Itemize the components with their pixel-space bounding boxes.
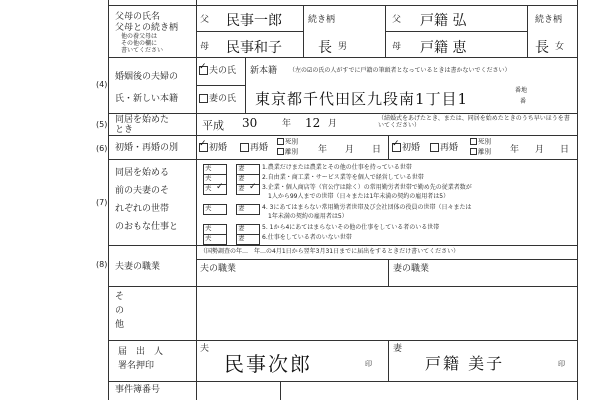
occupation-label: 夫妻の職業 <box>115 262 161 272</box>
wife-first-marriage-checkbox[interactable] <box>392 143 401 152</box>
husband-mother-label: 母 <box>200 42 210 52</box>
wife-occupation-label: 妻の職業 <box>393 264 430 274</box>
first-remarriage-label: 初婚・再婚の別 <box>115 143 179 153</box>
husband-remarriage-option[interactable] <box>240 143 268 153</box>
husband-surname-text: 夫の氏 <box>209 66 237 76</box>
occ-w-3[interactable] <box>236 184 260 195</box>
cohabitation-era: 平成 <box>202 119 224 132</box>
wife-divorce-checkbox[interactable] <box>470 148 477 155</box>
parents-row-separator <box>196 5 577 6</box>
new-domicile-value: 東京都千代田区九段南1丁目1 <box>255 90 469 108</box>
occ-h-4-label: 夫 <box>205 204 212 212</box>
signature-divider <box>388 340 389 381</box>
row-line-7 <box>108 340 577 341</box>
signature-label-2: 署名押印 <box>118 361 155 371</box>
husband-seal: 印 <box>365 360 372 368</box>
section-number-8: (8) <box>96 260 108 269</box>
row-line-5 <box>108 245 577 246</box>
occupation-mid-v <box>388 259 389 286</box>
row-line-4 <box>108 159 577 160</box>
occ-h-6[interactable] <box>203 234 227 245</box>
cohabitation-year: 30 <box>242 116 258 130</box>
parents-mid-w <box>385 31 527 32</box>
husband-death-checkbox[interactable] <box>277 138 284 145</box>
husband-divorce-text: 離別 <box>285 147 298 156</box>
husband-remarriage-month-unit: 月 <box>345 145 355 155</box>
occ-h-3[interactable] <box>203 184 227 195</box>
husband-remarriage-day-unit: 日 <box>372 145 382 155</box>
occ-w-2-label: 妻 <box>238 174 245 182</box>
occ-w-3-check: ✓ <box>249 182 257 192</box>
wife-first-marriage-option[interactable] <box>392 143 420 153</box>
row-line-3 <box>108 135 577 136</box>
case-number-sub <box>280 381 281 400</box>
census-note: （国勢調査の年… 年…の4月1日から翌年3月31日までに届出をするときだけ書いてください） <box>200 248 460 255</box>
wife-divorce-text: 離別 <box>478 147 491 156</box>
occ-option-6: 6.仕事をしている者のいない世帯 <box>262 234 352 241</box>
signature-husband-label: 夫 <box>200 344 210 354</box>
occ-w-1-label: 妻 <box>238 164 245 172</box>
surname-option-mid <box>196 85 245 86</box>
wife-relation-value: 長 <box>535 40 549 56</box>
husband-divorce-checkbox[interactable] <box>277 148 284 155</box>
parents-label-line1: 父母の氏名 <box>115 12 161 22</box>
wife-first-text: 初婚 <box>402 143 421 153</box>
occ-w-5-label: 妻 <box>238 224 245 232</box>
occ-option-2: 2.自由業・商工業・サービス業等を個人で経営している世帯 <box>262 174 424 181</box>
remarriage-divider <box>388 135 389 159</box>
husband-first-marriage-checkbox[interactable] <box>199 143 208 152</box>
wife-death-text: 死別 <box>478 137 491 146</box>
wife-remarriage-day-unit: 日 <box>560 145 570 155</box>
occupation-mid-h <box>196 259 577 260</box>
wife-death-option[interactable] <box>470 138 491 146</box>
occ-h-5-label: 夫 <box>205 224 212 232</box>
husband-death-text: 死別 <box>285 137 298 146</box>
wife-relation-suffix: 女 <box>555 42 565 52</box>
wife-remarriage-text: 再婚 <box>440 143 459 153</box>
wife-seal: 印 <box>558 360 565 368</box>
parents-mid-h <box>196 31 303 32</box>
occ-w-6[interactable] <box>236 234 260 245</box>
cohabitation-label-1: 同居を始めた <box>115 115 170 125</box>
parents-note-2: その他の欄に <box>121 40 158 47</box>
husband-father-name: 民事一郎 <box>226 13 282 29</box>
case-number-divider <box>196 381 197 400</box>
husband-relation-value: 長 <box>318 40 332 56</box>
occ-option-1: 1.農業だけまたは農業とその他の仕事を持っている世帯 <box>262 164 412 171</box>
other-label-3: 他 <box>115 320 125 330</box>
occ-w-3-label: 妻 <box>238 184 245 192</box>
occ-h-6-label: 夫 <box>205 234 212 242</box>
cohabitation-month-unit: 月 <box>328 119 338 129</box>
row-line-6 <box>108 286 577 287</box>
wife-surname-text: 妻の氏 <box>209 94 237 104</box>
wife-surname-option[interactable] <box>199 94 236 104</box>
husband-remarriage-year-unit: 年 <box>318 145 328 155</box>
new-domicile-label: 新本籍 <box>250 66 278 76</box>
row-line-1 <box>108 57 577 58</box>
section-number-6: (6) <box>96 144 108 153</box>
occ-h-1-label: 夫 <box>205 164 212 172</box>
cohabitation-note: （結婚式をあげたとき、または、同居を始めたときのうち早いほうを書いてください） <box>378 115 570 129</box>
husband-relation-label: 続き柄 <box>308 15 336 25</box>
parents-label-line2: 父母との続き柄 <box>115 23 179 33</box>
other-label-1: そ <box>115 292 125 302</box>
section-number-5: (5) <box>96 120 108 129</box>
section-number-4: (4) <box>96 80 108 89</box>
outer-right-border <box>577 0 578 400</box>
husband-relation-suffix: 男 <box>338 42 348 52</box>
signature-label-1: 届 出 人 <box>118 347 164 357</box>
occ-w-6-label: 妻 <box>238 234 245 242</box>
occ-h-4[interactable] <box>203 204 227 215</box>
husband-father-label: 父 <box>200 15 210 25</box>
occupation-before-label-3: れぞれの世帯 <box>115 204 170 214</box>
wife-remarriage-checkbox[interactable] <box>430 143 439 152</box>
occ-w-4-label: 妻 <box>238 204 245 212</box>
other-label-2: の <box>115 306 125 316</box>
parents-note-3: 書いてください <box>121 47 164 54</box>
wife-father-name: 戸籍 弘 <box>420 13 467 29</box>
marriage-family-label-1: 婚姻後の夫婦の <box>115 72 179 82</box>
wife-death-checkbox[interactable] <box>470 138 477 145</box>
new-domicile-note: （左の☑の氏の人がすでに戸籍の筆頭者となっているときは書かないでください） <box>289 67 511 74</box>
husband-mother-name: 民事和子 <box>226 40 282 56</box>
occ-option-3: 3.企業・個人商店等（官公庁は除く）の常用勤労者世帯で勤め先の従業者数が <box>262 184 472 191</box>
occ-h-3-label: 夫 <box>205 184 212 192</box>
parents-relation-divider-h <box>303 5 304 57</box>
husband-remarriage-checkbox[interactable] <box>240 143 249 152</box>
section-number-7: (7) <box>96 198 108 207</box>
cohabitation-year-unit: 年 <box>282 119 292 129</box>
occupation-before-label-4: のおもな仕事と <box>115 222 179 232</box>
occ-w-4[interactable] <box>236 204 260 215</box>
wife-remarriage-month-unit: 月 <box>535 145 545 155</box>
occ-option-3b: 1人から99人までの世帯（日々または1年未満の契約の雇用者は5） <box>262 193 450 200</box>
occ-option-5: 5. 1から4にあてはまらないその他の仕事をしている者のいる世帯 <box>262 224 440 231</box>
wife-remarriage-option[interactable] <box>430 143 458 153</box>
ban-label: 番 <box>520 98 527 105</box>
wife-mother-label: 母 <box>392 42 402 52</box>
husband-death-option[interactable] <box>277 138 298 146</box>
husband-first-text: 初婚 <box>209 143 228 153</box>
wife-father-label: 父 <box>392 15 402 25</box>
occ-option-4b: 1年未満の契約の雇用者は5） <box>262 213 348 220</box>
husband-first-marriage-option[interactable] <box>199 143 227 153</box>
husband-surname-option[interactable] <box>199 66 236 76</box>
cohabitation-label-2: とき <box>115 125 134 135</box>
occupation-before-label-2: 前の夫妻のそ <box>115 186 170 196</box>
parents-relation-divider-w <box>527 5 528 57</box>
wife-remarriage-year-unit: 年 <box>510 145 520 155</box>
row-line-2 <box>108 113 577 114</box>
case-number-label: 事件簿番号 <box>115 385 161 395</box>
wife-divorce-option[interactable] <box>470 148 491 156</box>
wife-surname-checkbox[interactable] <box>199 94 208 103</box>
banchi-label: 番地 <box>515 87 528 94</box>
cohabitation-month: 12 <box>305 116 321 130</box>
parents-note-1: 他の養父母は <box>121 33 158 40</box>
occ-option-4: 4. 3にあてはまらない常用勤労者世帯及び会社団体の役員の世帯（日々または <box>262 204 472 211</box>
wife-signature: 戸籍 美子 <box>425 354 505 373</box>
marriage-family-label-2: 氏・新しい本籍 <box>115 94 179 104</box>
husband-divorce-option[interactable] <box>277 148 298 156</box>
occ-h-2-label: 夫 <box>205 174 212 182</box>
husband-signature: 民事次郎 <box>224 352 312 376</box>
occ-h-3-check: ✓ <box>216 182 224 192</box>
signature-wife-label: 妻 <box>393 344 403 354</box>
row-line-8 <box>108 381 577 382</box>
husband-remarriage-text: 再婚 <box>250 143 269 153</box>
surname-option-divider <box>245 57 246 113</box>
husband-occupation-label: 夫の職業 <box>200 264 237 274</box>
wife-mother-name: 戸籍 恵 <box>420 40 467 56</box>
occupation-before-label-1: 同居を始める <box>115 168 170 178</box>
husband-surname-checkbox[interactable] <box>199 66 208 75</box>
wife-relation-label: 続き柄 <box>535 15 563 25</box>
